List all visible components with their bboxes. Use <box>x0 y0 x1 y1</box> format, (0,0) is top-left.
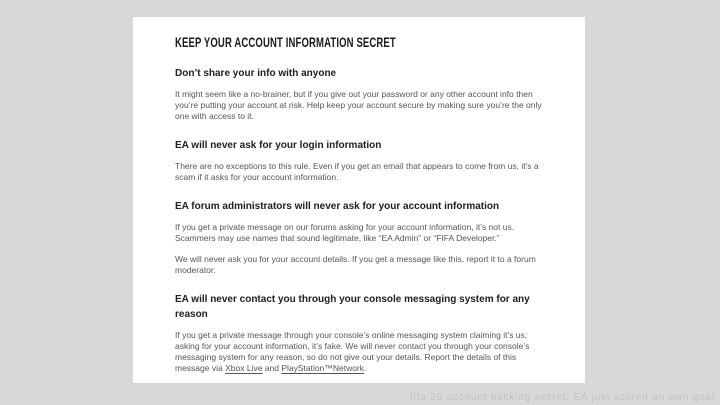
image-caption: fifa 20 account hacking secret: EA just scored an own goal <box>410 392 715 403</box>
section-heading: EA will never ask for your login information <box>175 140 382 151</box>
section-dont-share <box>175 66 551 122</box>
paragraph-text: . <box>364 363 367 373</box>
content-card <box>133 17 585 383</box>
section-paragraph: There are no exceptions to this rule. Even if you get an email that appears to come from us, it’s a scam if it asks for your account information. <box>175 161 539 182</box>
paragraph-text: If you get a private message through your console’s online messaging system claiming it’s us, asking for your account information, it’s fake. We will never contact you through your console’s messaging system for any reason, so do not give out your details. Report the details of this message via <box>175 330 530 373</box>
section-paragraph: We will never ask you for your account details. If you get a message like this, report it to a forum moderator. <box>175 254 536 275</box>
section-paragraph: It might seem like a no-brainer, but if you give out your password or any other account info then you’re putting your account at risk. Help keep your account secure by making sure you’re the only one with access to it. <box>175 89 542 121</box>
playstation-network-link[interactable]: PlayStation™Network <box>281 363 365 373</box>
xbox-live-link[interactable]: Xbox Live <box>225 363 263 373</box>
section-login-info <box>175 138 551 183</box>
section-paragraph: If you get a private message on our forums asking for your account information, it’s not us. Scammers may use names that sound legitimate, like “EA Admin” or “FIFA Developer.” <box>175 222 515 243</box>
section-heading: Don’t share your info with anyone <box>175 68 337 79</box>
section-forum-admins <box>175 199 551 276</box>
section-heading: EA will never contact you through your console messaging system for any reason <box>175 294 530 320</box>
section-console-messaging <box>175 292 551 374</box>
section-heading: EA forum administrators will never ask for your account information <box>175 201 500 212</box>
paragraph-text: and <box>262 363 282 373</box>
page-title: KEEP YOUR ACCOUNT INFORMATION SECRET <box>175 34 396 50</box>
section-paragraph <box>175 330 551 374</box>
article-content <box>133 17 585 374</box>
